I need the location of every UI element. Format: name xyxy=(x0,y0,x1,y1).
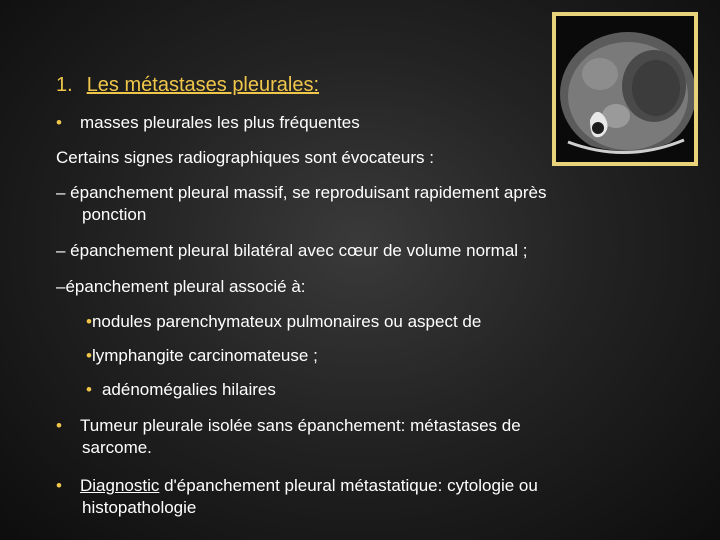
tumeur-text-line-1: Tumeur pleurale isolée sans épanchement: métastases de xyxy=(80,416,521,435)
bullet-icon: • xyxy=(56,113,62,132)
sub-item-1-text: nodules parenchymateux pulmonaires ou aspect de xyxy=(91,312,482,331)
dash-item-1-line-2: ponction xyxy=(82,205,147,224)
slide-title xyxy=(56,74,319,97)
dash-item-2: – épanchement pleural bilatéral avec cœur de volume normal ; xyxy=(56,241,528,260)
ct-scan-graphic xyxy=(556,16,694,162)
bullet-icon: • xyxy=(56,416,62,435)
sub-item-3-text: adénomégalies hilaires xyxy=(101,380,276,399)
ct-scan-image xyxy=(552,12,698,166)
dash-item-1-line-1: – épanchement pleural massif, se reproduisant rapidement après xyxy=(56,183,547,202)
list-item-diagnostic xyxy=(56,475,538,497)
diagnostic-text-line-2: histopathologie xyxy=(82,498,197,517)
sub-item-1 xyxy=(86,311,481,333)
signs-text: Certains signes radiographiques sont évocateurs : xyxy=(56,148,434,167)
title-text: Les métastases pleurales: xyxy=(86,74,320,96)
bullet-icon: • xyxy=(56,476,62,495)
sub-item-2-text: lymphangite carcinomateuse ; xyxy=(91,346,318,365)
title-number: 1. xyxy=(56,74,73,96)
bullet-icon: • xyxy=(86,346,92,365)
list-item-tumeur xyxy=(56,415,521,437)
masses-text: masses pleurales les plus fréquentes xyxy=(80,113,360,132)
diagnostic-text: d'épanchement pleural métastatique: cytologie ou xyxy=(159,476,538,495)
sub-item-3 xyxy=(86,379,276,401)
list-item-masses xyxy=(56,112,360,134)
sub-item-2 xyxy=(86,345,318,367)
dash-item-3: –épanchement pleural associé à: xyxy=(56,277,306,296)
tumeur-text-line-2: sarcome. xyxy=(82,438,152,457)
bullet-icon: • xyxy=(86,380,92,399)
bullet-icon: • xyxy=(86,312,92,331)
diagnostic-link[interactable]: Diagnostic xyxy=(80,476,160,495)
